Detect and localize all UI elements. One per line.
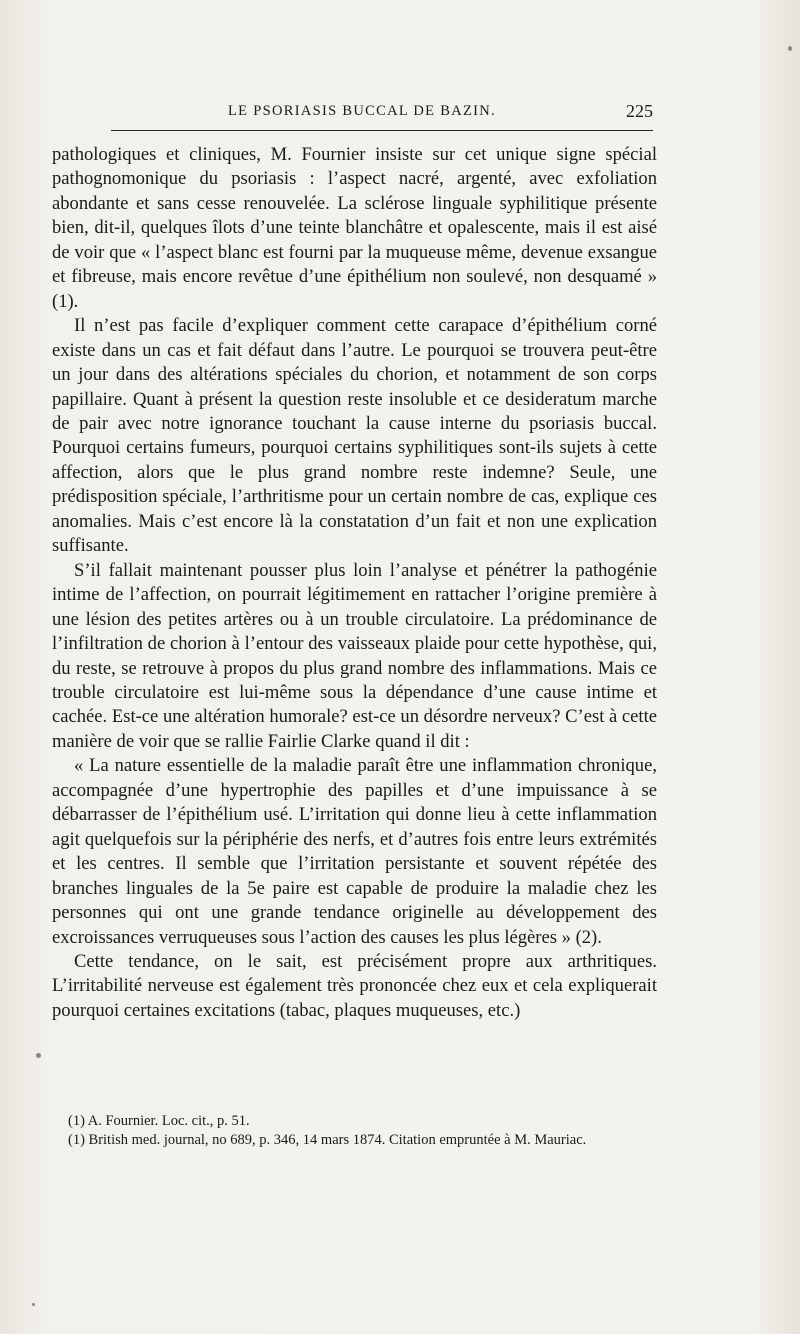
footnotes (52, 1112, 657, 1150)
footnote: (1) A. Fournier. Loc. cit., p. 51. (68, 1113, 250, 1129)
quotation-paragraph: « La nature essentielle de la maladie paraît être une inflammation chronique, accompagnée d’une hypertrophie des papilles et d’une impuissance à se débarrasser de l’épithélium usé. L’irritation qui donne lieu à cette inflammation agit quelquefois sur la périphérie des nerfs, et d’autres fois entre leurs extrémités et les centres. Il semble que l’irritation persistante et souvent répétée des branches linguales de la 5e paire est capable de produire la maladie chez les personnes qui ont une grande tendance originelle au développement des excroissances verruqueuses sous l’action des causes les plus légères » (2). (52, 755, 657, 948)
footnote: (1) British med. journal, no 689, p. 346, 14 mars 1874. Citation empruntée à M. Mauriac. (68, 1132, 587, 1148)
page-header (52, 101, 655, 125)
paragraph: pathologiques et cliniques, M. Fournier insiste sur cet unique signe spécial pathognomonique du psoriasis : l’aspect nacré, argenté, avec exfoliation abondante et sans cesse renouvelée. La sclérose linguale syphilitique présente bien, dit-il, quelques îlots d’une teinte blanchâtre et opalescente, mais il est aisé de voir que « l’aspect blanc est fourni par la muqueuse même, devenue exsangue et fibreuse, mais encore revêtue d’une épithélium non soulevé, non desquamé » (1). (52, 144, 657, 312)
paper-speck (36, 1053, 41, 1058)
paragraph: Il n’est pas facile d’expliquer comment cette carapace d’épithélium corné existe dans un cas et fait défaut dans l’autre. Le pourquoi se trouvera peut-être un jour dans des altérations spéciales du chorion, et notamment de son corps papillaire. Quant à présent la question reste insoluble et ce desideratum marche de pair avec notre ignorance touchant la cause interne du psoriasis buccal. Pourquoi certains fumeurs, pourquoi certains syphilitiques sont-ils sujets à cette affection, alors que le plus grand nombre reste indemne? Seule, une prédisposition spéciale, l’arthritisme pour un certain nombre de cas, explique ces anomalies. Mais c’est encore là la constatation d’un fait et non une explication suffisante. (52, 315, 657, 557)
paragraph: Cette tendance, on le sait, est précisément propre aux arthritiques. L’irritabilité nerveuse est également très prononcée chez eux et cela expliquerait pourquoi certaines excitations (tabac, plaques muqueuses, etc.) (52, 950, 657, 1021)
body-text (52, 143, 657, 1023)
paragraph: S’il fallait maintenant pousser plus loin l’analyse et pénétrer la pathogénie intime de l’affection, on pourrait légitimement en rattacher l’origine première à une lésion des petites artères ou à un trouble circulatoire. La prédominance de l’infiltration de chorion à l’entour des vaisseaux plaide pour cette hypothèse, qui, du reste, se retrouve à propos du plus grand nombre des inflammations. Mais ce trouble circulatoire est lui-même sous la dépendance d’une cause intime et cachée. Est-ce une altération humorale? est-ce un désordre nerveux? C’est à cette manière de voir que se rallie Fairlie Clarke quand il dit : (52, 559, 658, 752)
header-rule (111, 130, 653, 131)
paper-speck (32, 1303, 35, 1306)
paper-speck (788, 46, 792, 51)
running-title: LE PSORIASIS BUCCAL DE BAZIN. (228, 103, 496, 119)
page-number: 225 (626, 101, 653, 121)
